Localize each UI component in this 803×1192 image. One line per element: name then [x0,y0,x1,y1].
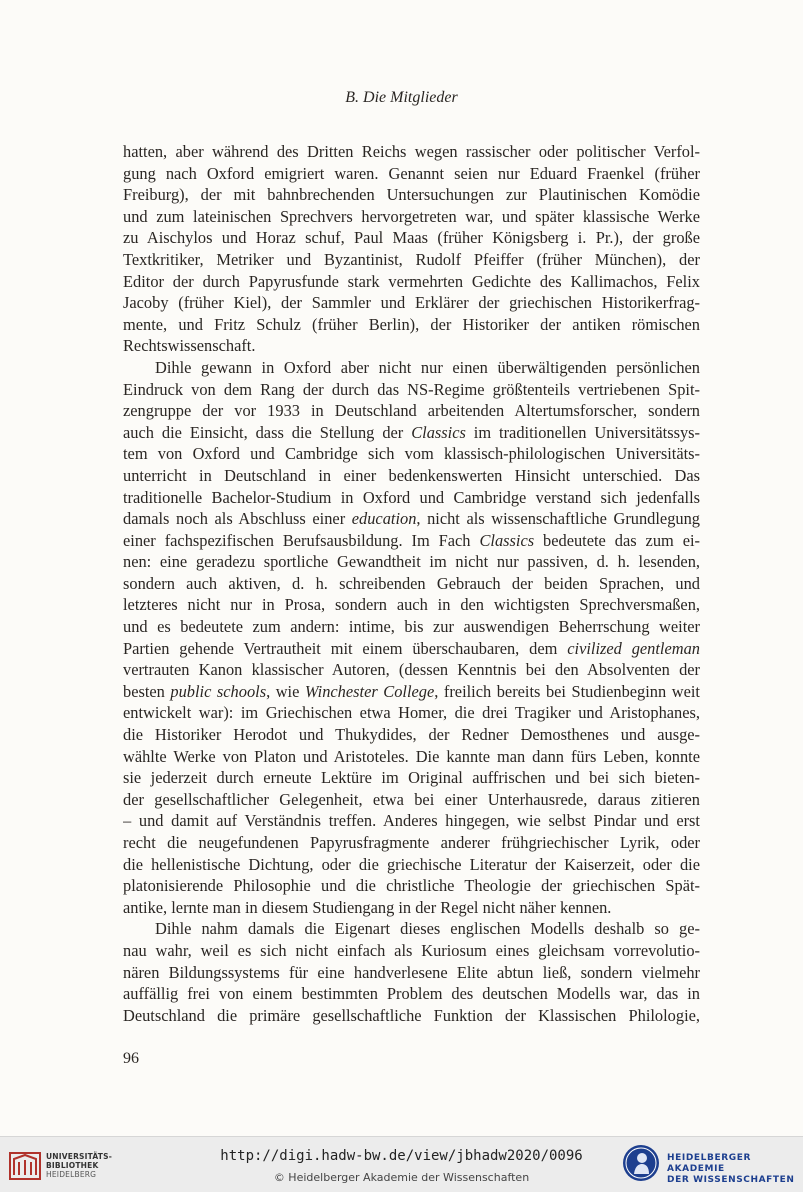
library-logo-line: HEIDELBERG [46,1170,97,1179]
text-line: antike, lernte man in diesem Studiengang in der Regel nicht näher kennen. [123,897,612,917]
text-line: auffällig frei von einem bestimmten Problem des deutschen Modells war, das in [123,984,700,1004]
copyright-notice: © Heidelberger Akademie der Wissenschaften [273,1171,530,1184]
text-run: auch die Einsicht, dass die Stellung der [123,422,412,442]
text-run: einer fachspezifischen Berufsausbildung. Im Fach [123,530,480,550]
academy-logo-text [667,1153,799,1186]
italic-term: civilized gentleman [567,638,700,658]
text-run: Partien gehende Vertrautheit mit einem überschaubaren, dem [123,638,568,658]
text-line: hatten, aber während des Dritten Reichs wegen rassischer oder politischer Verfol- [123,142,700,161]
text-line: recht die neugefundenen Papyrusfragmente anderer frühgriechischer Lyrik, oder [123,833,700,852]
text-line: der gesellschaftlicher Gelegenheit, etwa bei einer Unterhausrede, daraus zitieren [123,789,700,809]
text-line: wählte Werke von Platon und Aristoteles. Die kannte man dann fürs Leben, konnte [123,746,700,766]
academy-logo-line: DER WISSENSCHAFTEN [667,1175,795,1185]
italic-term: Winchester College [304,681,435,701]
text-line: Jacoby (früher Kiel), der Sammler und Erklärer der griechischen Historikerfrag- [123,293,700,313]
academy-logo[interactable] [621,1143,799,1185]
viewer-footer [0,1136,803,1192]
text-line: Eindruck von dem Rang der durch das NS-Regime größtenteils vertriebenen Spit- [123,379,700,399]
text-line: letzteres nicht nur in Prosa, sondern auch in den wichtigsten Sprechversmaßen, [123,595,700,615]
text-line: Textkritiker, Metriker und Byzantinist, Rudolf Pfeiffer (früher München), der [123,249,700,269]
text-line: gung nach Oxford emigriert waren. Genannt seien nur Eduard Fraenkel (früher [123,163,700,183]
text-line: die Historiker Herodot und Thukydides, der Redner Demosthenes und ausge- [123,725,700,745]
text-line-mixed [123,638,700,660]
text-line: – und damit auf Verständnis treffen. Anderes hingegen, wie selbst Pindar und erst [123,811,700,831]
text-run: , freilich bereits bei Studienbeginn weit [434,681,700,701]
text-line: entwickelt war): im Griechischen etwa Homer, die drei Tragiker und Aristophanes, [123,703,700,723]
text-line: nären Bildungssystems für eine handverlesene Elite abtun ließ, sondern vielmehr [123,962,700,982]
library-logo-line: UNIVERSITÄTS- [46,1152,113,1161]
text-line: sondern auch aktiven, d. h. schreibenden Gebrauch der beiden Sprachen, und [123,573,700,593]
academy-seal-icon [621,1143,661,1183]
text-line: die hellenistische Dichtung, oder die griechische Literatur der Kaiserzeit, oder die [123,854,700,874]
text-line-mixed [123,681,700,703]
text-line: unterricht in Deutschland in einer bedenkenswerten Hinsicht unterschied. Das [123,465,700,485]
text-line-mixed [123,422,700,444]
text-line: Dihle nahm damals die Eigenart dieses englischen Modells deshalb so ge- [155,919,700,939]
italic-term: Classics [411,422,466,442]
text-run: besten [123,681,171,701]
academy-logo-line: HEIDELBERGER AKADEMIE [667,1153,751,1174]
text-run: bedeutete das zum ei- [534,530,700,550]
text-line: Rechtswissenschaft. [123,336,256,356]
paragraph-1 [123,141,700,357]
text-run: , wie [266,681,305,701]
permalink-url[interactable]: http://digi.hadw-bw.de/view/jbhadw2020/0096 [220,1148,583,1164]
text-run: im traditionellen Universitätssys- [465,422,700,442]
text-run: damals noch als Abschluss einer [123,509,352,529]
text-line: tem von Oxford und Cambridge sich vom klassisch-philologischen Universitäts- [123,444,700,464]
text-run: , nicht als wissenschaftliche Grundlegung [416,509,700,529]
text-line: vertrauten Kanon klassischer Autoren, (dessen Kenntnis bei den Absolventen der [123,660,700,680]
text-line: platonisierende Philosophie und die christliche Theologie der griechischen Spät- [123,876,700,896]
text-line: traditionelle Bachelor-Studium in Oxford und Cambridge verstand sich jedenfalls [123,487,700,507]
text-line: und zum lateinischen Sprechvers hervorgetreten war, und später klassische Werke [123,206,700,226]
text-line-mixed [123,508,700,530]
text-line-mixed [123,530,700,552]
text-line: Dihle gewann in Oxford aber nicht nur einen überwältigenden persönlichen [155,357,700,377]
text-line: und es bedeutete zum andern: intime, bis zur auswendigen Beherrschung weiter [123,617,700,637]
text-line: nau wahr, weil es sich nicht einfach als Kuriosum eines gleichsam vorrevolutio- [123,940,700,960]
text-line: zu Aischylos und Horaz schuf, Paul Maas (früher Königsberg i. Pr.), der große [123,228,700,248]
library-logo-line: BIBLIOTHEK [46,1161,99,1170]
text-line: zengruppe der vor 1933 in Deutschland arbeitenden Altertumsforscher, sondern [123,401,700,421]
body-text [123,141,700,1026]
text-line: Editor der durch Papyrusfunde stark vermehrten Gedichte des Kallimachos, Felix [123,271,700,291]
italic-term: Classics [479,530,535,550]
page-number: 96 [123,1050,139,1067]
text-line: nen: eine geradezu sportliche Gewandtheit im nicht nur passiven, d. h. lesenden, [123,552,700,572]
text-line: Freiburg), der mit bahnbrechenden Untersuchungen zur Plautinischen Komödie [123,185,700,205]
text-line: mente, und Fritz Schulz (früher Berlin), der Historiker der antiken römischen [123,314,700,334]
text-line: Deutschland die primäre gesellschaftliche Funktion der Klassischen Philologie, [123,1005,700,1025]
text-line: sie jederzeit durch erneute Lektüre im Original auffrischen und bei sich bieten- [123,768,700,788]
italic-term: education [351,509,417,529]
paragraph-2 [123,357,700,918]
running-head: B. Die Mitglieder [345,89,458,106]
italic-term: public schools [170,681,267,701]
paragraph-3 [123,918,700,1026]
